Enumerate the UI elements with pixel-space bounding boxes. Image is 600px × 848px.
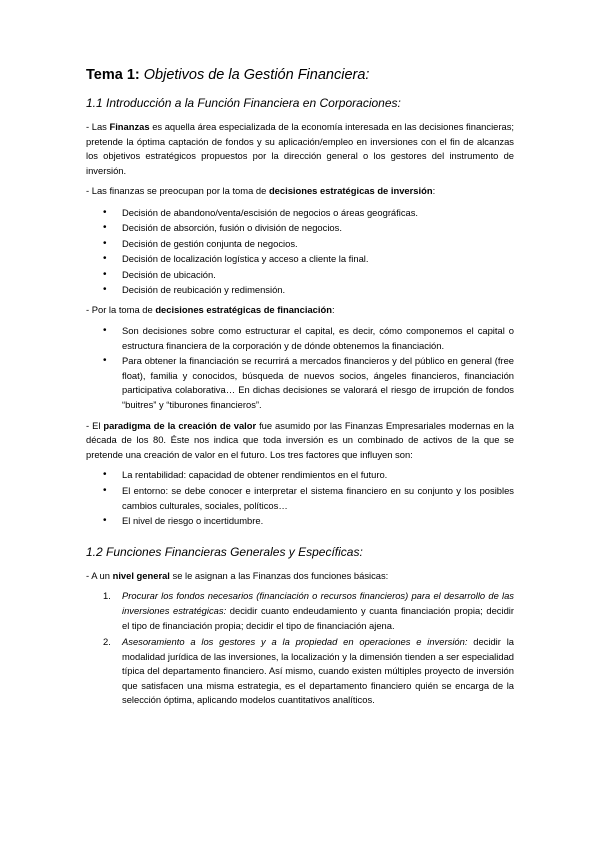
list-item: • Decisión de localización logística y acceso a cliente la final. <box>86 251 514 266</box>
list-item: • Decisión de abandono/venta/escisión de negocios o áreas geográficas. <box>86 205 514 220</box>
section-1-heading: 1.1 Introducción a la Función Financiera en Corporaciones: <box>86 96 401 110</box>
page-title <box>86 66 514 84</box>
financing-decisions-intro: - Por la toma de decisiones estratégicas de financiación: <box>86 304 335 316</box>
investment-decisions-list <box>86 205 514 297</box>
list-item: 1. Procurar los fondos necesarios (financiación o recursos financieros) para el desarrollo de las inversiones estratégicas: decidir cuanto endeudamiento y cuanta financiación propia; decidir el tipo de financiación propia; decidir el tipo de financiación ajena. <box>103 590 514 631</box>
financing-decisions-list <box>86 324 514 413</box>
list-item: 2. Asesoramiento a los gestores y a la propiedad en operaciones e inversión: decidir la modalidad jurídica de las inversiones, la localización y la dimensión tienden a ser especialidad típica del departamento financiero. Así mismo, cuando existen múltiples proyecto de inversión que satisfacen una misma estrategia, es el departamento financiero quién se encarga de la selección óptima, aplicando modelos cuantitativos analíticos. <box>103 636 514 706</box>
document-page <box>86 66 514 710</box>
finanzas-definition-paragraph: - Las Finanzas es aquella área especializada de la economía interesada en las decisiones financieras; pretende la óptima captación de fondos y su aplicación/empleo en inversiones con el fin de alcanzas los objetivos estratégicos propuestos por la dirección general o los gestores del instrumento de inversión. <box>86 121 514 176</box>
list-item: • Decisión de ubicación. <box>86 267 514 282</box>
list-item: • El nivel de riesgo o incertidumbre. <box>86 514 514 529</box>
title-number: Tema 1: <box>86 67 140 83</box>
list-item: • Decisión de reubicación y redimensión. <box>86 282 514 297</box>
value-creation-paragraph: - El paradigma de la creación de valor fue asumido por las Finanzas Empresariales modernas en la década de los 80. Éste nos indica que toda inversión es un combinado de activos de la que se pretende una creación de valor en el futuro. Los tres factores que influyen son: <box>86 419 514 460</box>
section-2-heading: 1.2 Funciones Financieras Generales y Específicas: <box>86 544 363 559</box>
list-item: • Decisión de gestión conjunta de negocios. <box>86 236 514 251</box>
investment-decisions-intro: - Las finanzas se preocupan por la toma de decisiones estratégicas de inversión: <box>86 185 436 197</box>
list-item: • El entorno: se debe conocer e interpretar el sistema financiero en su conjunto y los posibles cambios culturales, sociales, políticos… <box>86 484 514 513</box>
title-text: Objetivos de la Gestión Financiera: <box>139 67 370 83</box>
list-item: • Decisión de absorción, fusión o división de negocios. <box>86 220 514 235</box>
list-item: • La rentabilidad: capacidad de obtener rendimientos en el futuro. <box>86 468 514 483</box>
list-item: • Son decisiones sobre como estructurar el capital, es decir, cómo componemos el capital o estructura financiera de la corporación y de dónde obtenemos la financiación. <box>86 324 514 353</box>
value-factors-list <box>86 468 514 528</box>
general-level-intro: - A un nivel general se le asignan a las Finanzas dos funciones básicas: <box>86 569 389 581</box>
basic-functions-list <box>86 589 514 708</box>
list-item: • Para obtener la financiación se recurrirá a mercados financieros y del público en general (free float), familia y conocidos, búsqueda de nuevos socios, ángeles financieros, financiación participativa colaborativa… En dichas decisiones se valorará el riesgo de irrupción de fondos “buitres” y “tiburones financieros”. <box>86 354 514 412</box>
